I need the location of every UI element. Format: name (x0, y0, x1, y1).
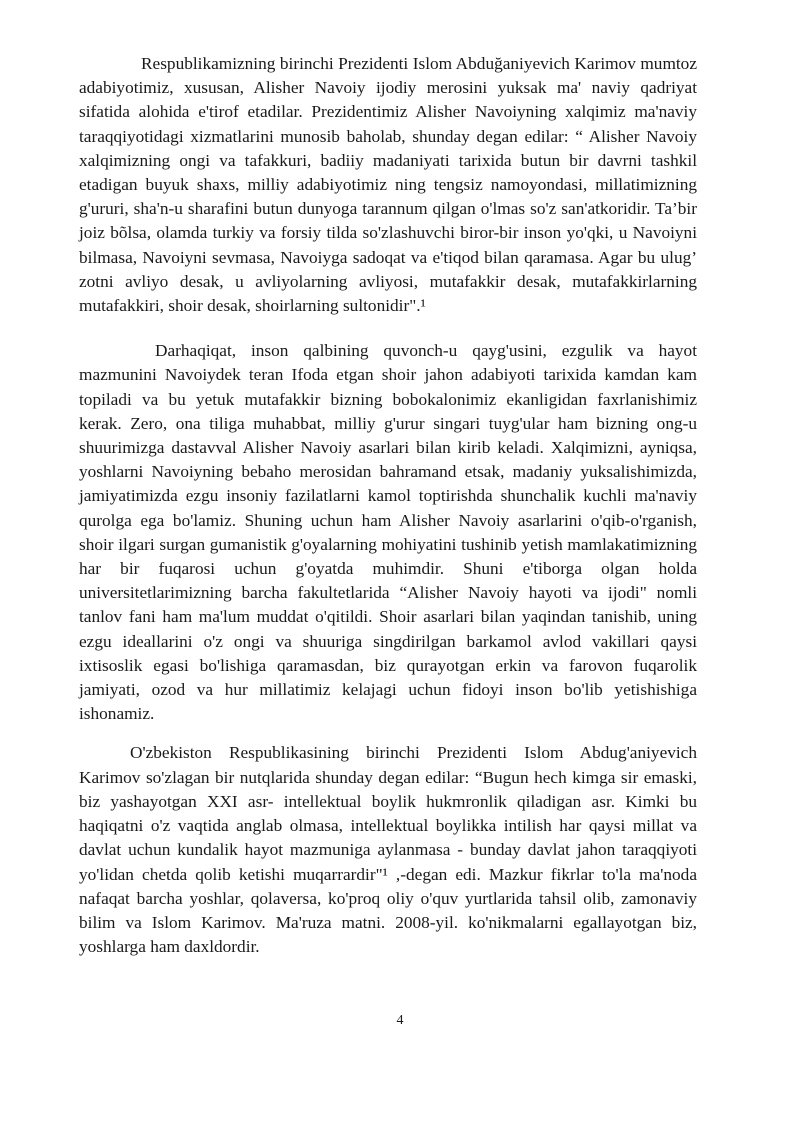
page-number: 4 (396, 1013, 404, 1028)
document-body (79, 52, 697, 959)
paragraph-1: Respublikamizning birinchi Prezidenti Islom Abduğaniyevich Karimov mumtoz adabiyotimiz, xususan, Alisher Navoiy ijodiy merosini yuksak ma' naviy qadriyat sifatida alohida e'tirof etadilar. Prezidentimiz Alisher Navoiyning xalqimiz ma'naviy taraqqiyotidagi xizmatlarini munosib baholab, shunday degan edilar: “ Alisher Navoiy xalqimizning ongi va tafakkuri, badiiy madaniyati tarixida butun bir davrni tashkil etadigan buyuk shaxs, milliy adabiyotimiz ning tengsiz namoyondasi, millatimizning g'ururi, sha'n-u sharafini butun dunyoga tarannum qilgan o'lmas so'z san'atkoridir. Ta’bir joiz bõlsa, olamda turkiy va forsiy tilda so'zlashuvchi biror-bir inson yo'qki, u Navoiyni bilmasa, Navoiyni sevmasa, Navoiyga sadoqat va e'tiqod bilan qaramasa. Agar bu ulug’ zotni avliyo desak, u avliyolarning avliyosi, mutafakkir desak, mutafakkirlarning mutafakkiri, shoir desak, shoirlarning sultonidir".¹ (79, 54, 697, 316)
paragraph-3: O'zbekiston Respublikasining birinchi Prezidenti Islom Abdug'aniyevich Karimov so'zlagan bir nutqlarida shunday degan edilar: “Bugun hech kimga sir emaski, biz yashayotgan XXI asr- intellektual boylik hukmronlik qiladigan asr. Kimki bu haqiqatni o'z vaqtida anglab olmasa, intellektual boylikka intilish har qaysi millat va davlat uchun kundalik hayot mazmuniga aylanmasa - bunday davlat jahon taraqqiyoti yo'lidan chetda qolib ketishi muqarrardir"¹ ,-degan edi. Mazkur fikrlar to'la ma'noda nafaqat barcha yoshlar, qolaversa, ko'proq oliy o'quv yurtlarida tahsil olib, zamonaviy bilim va Islom Karimov. Ma'ruza matni. 2008-yil. ko'nikmalarni egallayotgan biz, yoshlarga ham daxldordir. (79, 743, 697, 957)
paragraph-2: Darhaqiqat, inson qalbining quvonch-u qayg'usini, ezgulik va hayot mazmunini Navoiydek teran Ifoda etgan shoir jahon adabiyoti tarixida kamdan kam topiladi va bu yetuk mutafakkir bizning bobokalonimiz ekanligidan faxrlanishimiz kerak. Zero, ona tiliga muhabbat, milliy g'urur singari tuyg'ular ham bizning ong-u shuurimizga dastavval Alisher Navoiy asarlari bilan kirib keladi. Xalqimizni, ayniqsa, yoshlarni Navoiyning bebaho merosidan bahramand etsak, madaniy yuksalishimizda, jamiyatimizda ezgu insoniy fazilatlarni kamol toptirishda shunchalik kuchli ma'naviy qurolga ega bo'lamiz. Shuning uchun ham Alisher Navoiy asarlarini o'qib-o'rganish, shoir ilgari surgan gumanistik g'oyalarning mohiyatini tushinib yetish mamlakatimizning har bir fuqarosi uchun g'oyatda muhimdir. Shuni e'tiborga olgan holda universitetlarimizning barcha fakultetlarida “Alisher Navoiy hayoti va ijodi" nomli tanlov fani ham ma'lum muddat o'qitildi. Shoir asarlari bilan yaqindan tanishib, uning ezgu ideallarini o'z ongi va shuuriga singdirilgan barkamol avlod vakillari qaysi ixtisoslik egasi bo'lishiga qaramasdan, biz qurayotgan erkin va farovon fuqarolik jamiyati, ozod va hur millatimiz kelajagi uchun fidoyi inson bo'lib yetishishiga ishonamiz. (79, 341, 697, 724)
